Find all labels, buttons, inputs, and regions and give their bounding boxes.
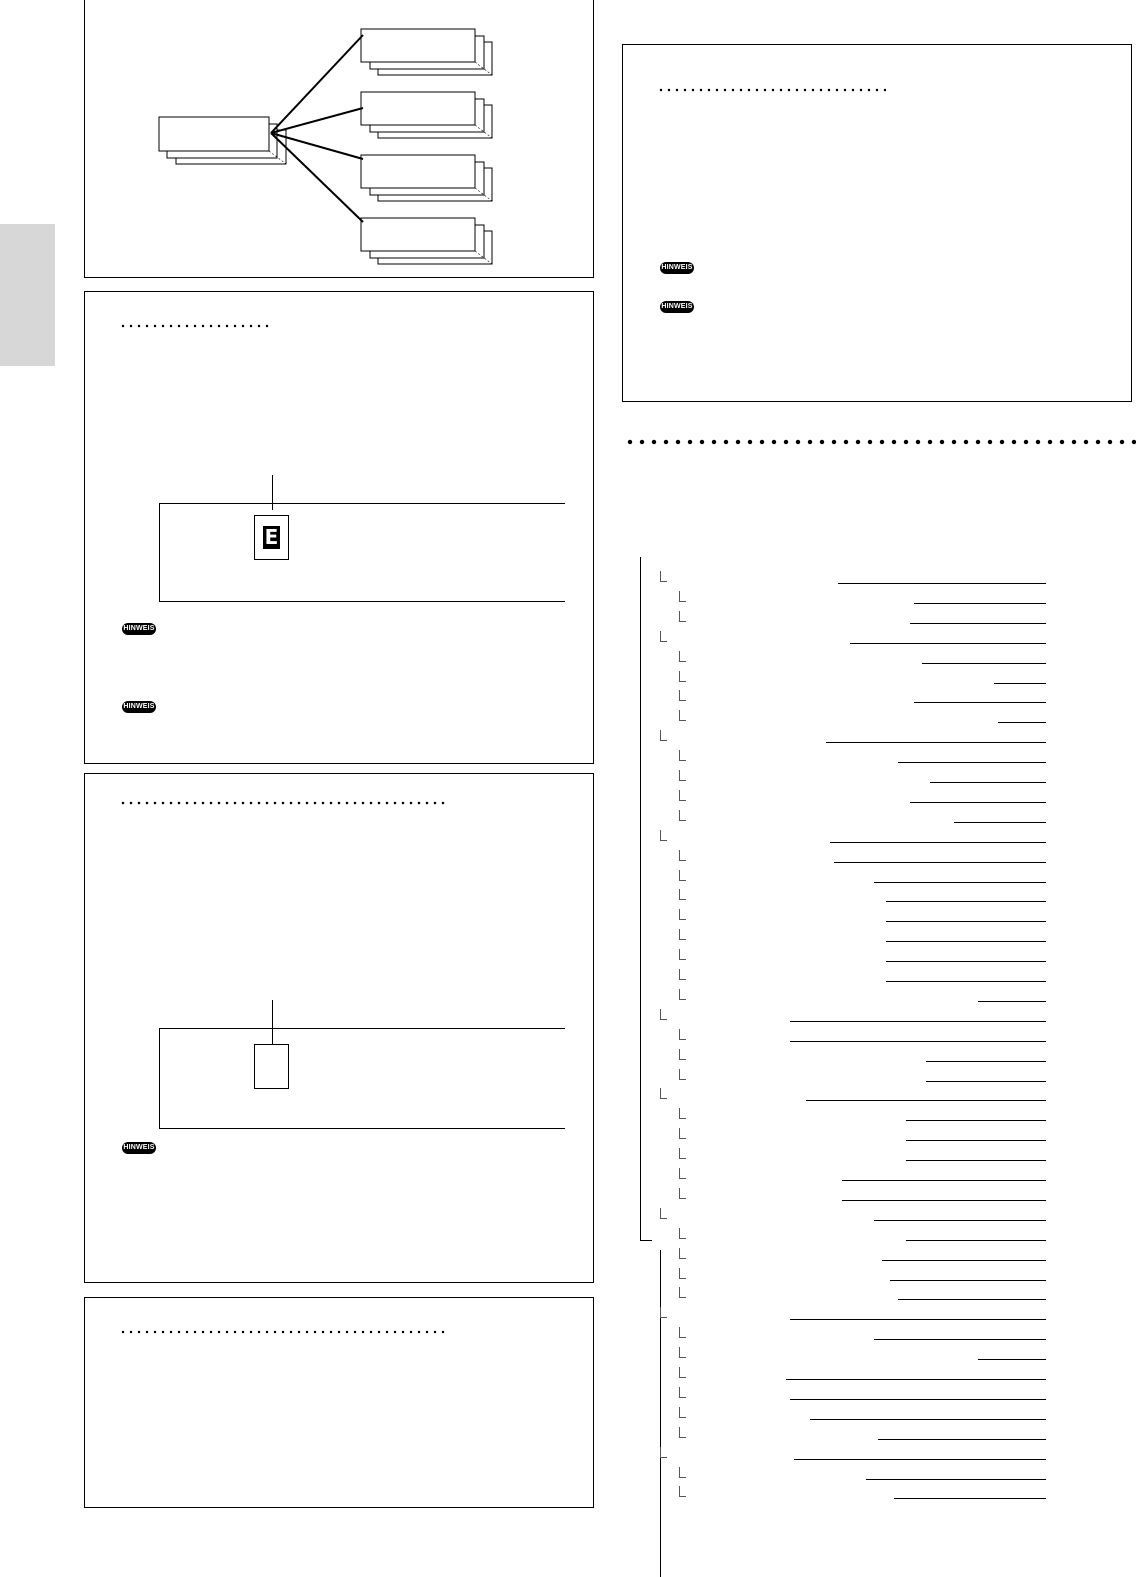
- section-panel-3: [84, 773, 594, 1283]
- hinweis-badge: HINWEIS: [122, 1142, 156, 1154]
- tree-root-line-2: [660, 1250, 661, 1577]
- tree-branch-tick: [679, 621, 686, 622]
- chapter-side-tab: [0, 224, 55, 366]
- tree-row-leader: [842, 1180, 1046, 1181]
- tree-row-leader: [790, 1319, 1046, 1320]
- tree-branch-tick: [679, 1258, 686, 1259]
- tree-branch-vline: [679, 870, 680, 880]
- tree-row-leader: [794, 1459, 1046, 1460]
- tree-branch-tick: [679, 1437, 686, 1438]
- section-panel-right: [622, 44, 1132, 402]
- tree-branch-vline: [679, 1049, 680, 1059]
- tree-row-leader: [906, 1120, 1046, 1121]
- tree-branch-vline: [679, 1188, 680, 1198]
- tree-branch-vline: [660, 1009, 661, 1019]
- tree-branch-tick: [660, 1317, 667, 1318]
- tree-row-leader: [878, 1439, 1046, 1440]
- tree-row-leader: [898, 1299, 1046, 1300]
- tree-branch-vline: [679, 591, 680, 601]
- tree-row-leader: [886, 901, 1046, 902]
- tree-branch-vline: [660, 631, 661, 641]
- display-indicator-box: [254, 515, 289, 560]
- tree-branch-tick: [679, 1198, 686, 1199]
- display-indicator-box-empty: [254, 1044, 289, 1089]
- lcd-display-frame: [159, 503, 565, 602]
- tree-row-leader: [978, 1359, 1046, 1360]
- tree-branch-tick: [660, 1218, 667, 1219]
- tree-branch-tick: [679, 1397, 686, 1398]
- tree-row-leader: [906, 1140, 1046, 1141]
- tree-branch-vline: [679, 1486, 680, 1496]
- tree-row-leader: [866, 1479, 1046, 1480]
- section-heading-dots: [657, 88, 886, 92]
- tree-branch-tick: [679, 760, 686, 761]
- tree-branch-tick: [679, 1158, 686, 1159]
- hinweis-badge: HINWEIS: [122, 701, 156, 713]
- tree-branch-tick: [679, 780, 686, 781]
- tree-row-leader: [894, 1498, 1046, 1499]
- tree-row-leader: [874, 1339, 1046, 1340]
- tree-branch-vline: [660, 571, 661, 581]
- tree-row-leader: [926, 1081, 1046, 1082]
- tree-branch-vline: [679, 1347, 680, 1357]
- tree-branch-vline: [679, 1069, 680, 1079]
- tree-branch-vline: [679, 909, 680, 919]
- tree-branch-tick: [679, 1079, 686, 1080]
- tree-branch-tick: [679, 681, 686, 682]
- tree-branch-tick: [679, 720, 686, 721]
- tree-branch-vline: [679, 1268, 680, 1278]
- tree-row-leader: [842, 1200, 1046, 1201]
- tree-branch-tick: [679, 700, 686, 701]
- tree-branch-tick: [679, 601, 686, 602]
- tree-branch-tick: [679, 1417, 686, 1418]
- tree-row-leader: [898, 762, 1046, 763]
- tree-row-leader: [874, 1220, 1046, 1221]
- tree-branch-vline: [679, 1128, 680, 1138]
- tree-row-leader: [838, 583, 1046, 584]
- tree-branch-tick: [679, 1178, 686, 1179]
- tree-branch-tick: [679, 939, 686, 940]
- tree-branch-vline: [660, 1088, 661, 1098]
- tree-branch-vline: [679, 1287, 680, 1297]
- tree-branch-vline: [679, 690, 680, 700]
- tree-branch-tick: [679, 1297, 686, 1298]
- tree-branch-tick: [679, 820, 686, 821]
- tree-branch-vline: [679, 949, 680, 959]
- tree-branch-vline: [679, 810, 680, 820]
- tree-root-line: [640, 557, 641, 1240]
- tree-row-leader: [914, 603, 1046, 604]
- tree-branch-tick: [679, 959, 686, 960]
- tree-branch-tick: [679, 800, 686, 801]
- hinweis-badge: HINWEIS: [660, 262, 694, 274]
- tree-row-leader: [978, 1001, 1046, 1002]
- section-heading-dots: [119, 324, 271, 328]
- tree-row-leader: [998, 722, 1046, 723]
- hinweis-badge: HINWEIS: [122, 623, 156, 635]
- tree-row-leader: [886, 981, 1046, 982]
- tree-branch-tick: [679, 1059, 686, 1060]
- tree-branch-vline: [679, 1168, 680, 1178]
- section-panel-2: [84, 291, 594, 764]
- tree-row-leader: [806, 1100, 1046, 1101]
- tree-branch-vline: [679, 770, 680, 780]
- tree-row-leader: [790, 1021, 1046, 1022]
- tree-branch-tick: [679, 880, 686, 881]
- tree-row-leader: [886, 941, 1046, 942]
- tree-branch-vline: [679, 1407, 680, 1417]
- tree-branch-tick: [679, 1238, 686, 1239]
- tree-branch-tick: [679, 1118, 686, 1119]
- section-panel-4: [84, 1297, 594, 1508]
- tree-row-leader: [786, 1379, 1046, 1380]
- e-marker-icon: E: [264, 525, 279, 549]
- tree-branch-vline: [679, 1248, 680, 1258]
- tree-branch-vline: [679, 1228, 680, 1238]
- tree-branch-tick: [660, 641, 667, 642]
- tree-row-leader: [882, 1260, 1046, 1261]
- chapter-heading-dots: [624, 439, 1136, 445]
- tree-row-leader: [922, 663, 1046, 664]
- tree-branch-tick: [679, 1477, 686, 1478]
- tree-branch-tick: [660, 1019, 667, 1020]
- tree-row-leader: [830, 842, 1046, 843]
- hinweis-badge: HINWEIS: [660, 301, 694, 313]
- block-diagram: [85, 0, 595, 279]
- tree-branch-vline: [679, 850, 680, 860]
- tree-row-leader: [910, 623, 1046, 624]
- tree-row-leader: [906, 1240, 1046, 1241]
- tree-branch-vline: [679, 1327, 680, 1337]
- tree-row-leader: [874, 882, 1046, 883]
- tree-branch-tick: [679, 1138, 686, 1139]
- tree-branch-vline: [679, 969, 680, 979]
- tree-branch-vline: [679, 1148, 680, 1158]
- tree-branch-tick: [679, 1278, 686, 1279]
- tree-branch-vline: [679, 750, 680, 760]
- tree-branch-tick: [679, 1357, 686, 1358]
- tree-branch-vline: [679, 710, 680, 720]
- tree-row-leader: [926, 1061, 1046, 1062]
- tree-branch-tick: [679, 999, 686, 1000]
- tree-branch-vline: [660, 1307, 661, 1317]
- tree-row-leader: [954, 822, 1046, 823]
- tree-branch-vline: [679, 889, 680, 899]
- tree-branch-vline: [679, 1029, 680, 1039]
- tree-branch-tick: [660, 740, 667, 741]
- tree-branch-tick: [679, 979, 686, 980]
- tree-branch-tick: [660, 581, 667, 582]
- tree-row-leader: [826, 742, 1046, 743]
- tree-branch-tick: [679, 661, 686, 662]
- tree-branch-vline: [660, 1208, 661, 1218]
- tree-row-leader: [906, 1160, 1046, 1161]
- tree-branch-tick: [679, 1337, 686, 1338]
- tree-branch-vline: [660, 730, 661, 740]
- tree-branch-tick: [679, 1039, 686, 1040]
- tree-branch-vline: [679, 790, 680, 800]
- tree-row-leader: [790, 1041, 1046, 1042]
- section-heading-dots: [119, 801, 447, 805]
- tree-branch-vline: [660, 830, 661, 840]
- tree-branch-vline: [679, 611, 680, 621]
- tree-branch-vline: [679, 671, 680, 681]
- tree-branch-tick: [660, 1457, 667, 1458]
- tree-row-leader: [930, 782, 1046, 783]
- tree-row-leader: [790, 1399, 1046, 1400]
- tree-row-leader: [886, 921, 1046, 922]
- tree-branch-tick: [679, 919, 686, 920]
- tree-branch-vline: [679, 1387, 680, 1397]
- tree-branch-vline: [660, 1447, 661, 1457]
- lcd-display-frame: [159, 1028, 565, 1129]
- tree-row-leader: [890, 1280, 1046, 1281]
- tree-branch-vline: [679, 1427, 680, 1437]
- diagram-panel: [84, 0, 594, 278]
- tree-branch-vline: [679, 1467, 680, 1477]
- tree-branch-tick: [679, 860, 686, 861]
- tree-branch-tick: [679, 1377, 686, 1378]
- tree-branch-vline: [679, 989, 680, 999]
- tree-root-end: [640, 1240, 652, 1241]
- tree-branch-vline: [679, 651, 680, 661]
- tree-branch-vline: [679, 1108, 680, 1118]
- section-heading-dots: [119, 1330, 447, 1334]
- tree-branch-tick: [679, 1496, 686, 1497]
- tree-row-leader: [810, 1419, 1046, 1420]
- tree-row-leader: [834, 862, 1046, 863]
- tree-row-leader: [914, 702, 1046, 703]
- tree-branch-tick: [660, 1098, 667, 1099]
- tree-branch-vline: [679, 1367, 680, 1377]
- tree-row-leader: [994, 683, 1046, 684]
- tree-branch-tick: [660, 840, 667, 841]
- tree-row-leader: [850, 643, 1046, 644]
- tree-row-leader: [886, 961, 1046, 962]
- tree-branch-tick: [679, 899, 686, 900]
- tree-branch-vline: [679, 929, 680, 939]
- tree-row-leader: [910, 802, 1046, 803]
